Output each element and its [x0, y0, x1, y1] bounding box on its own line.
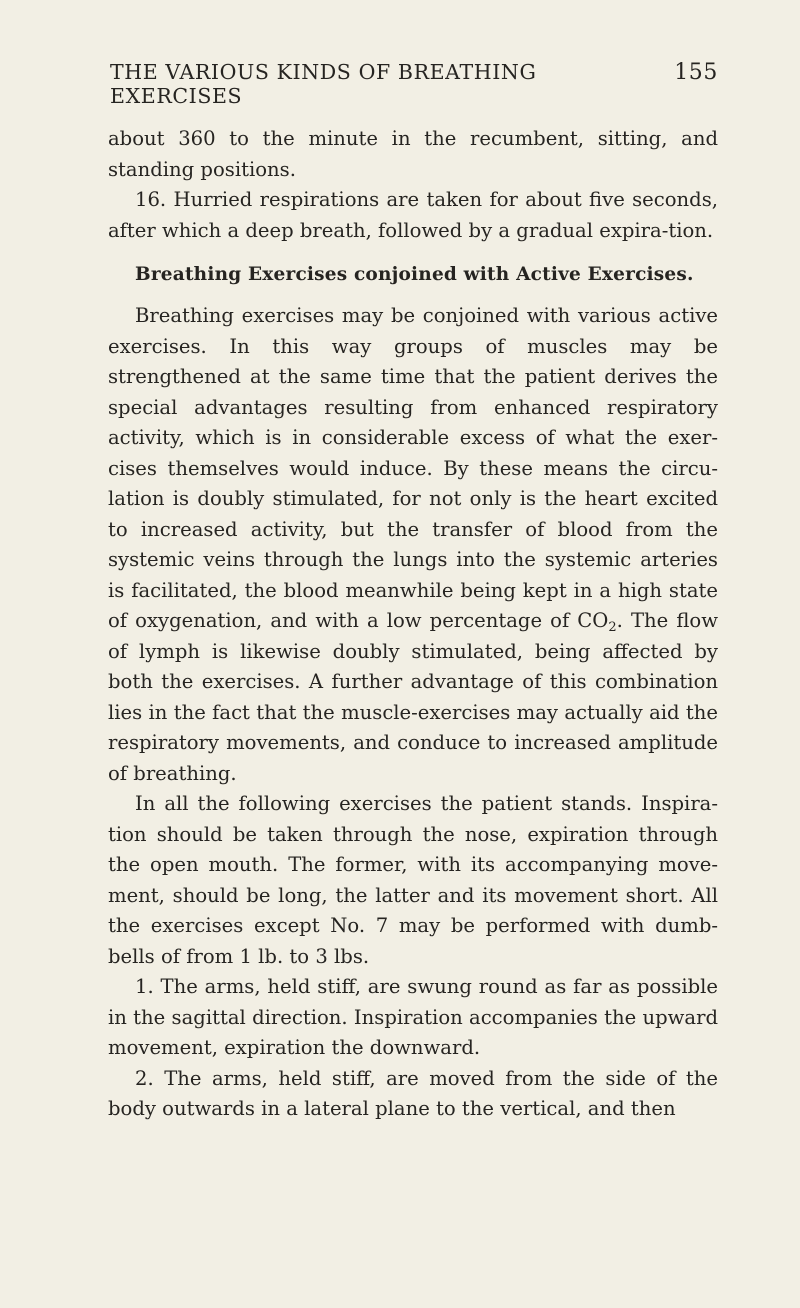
- paragraph-exercise-2: 2. The arms, held stiff, are moved from the side of the body outwards in a lateral plane to the vertical, and then: [108, 1066, 718, 1120]
- paragraph-intro: [108, 301, 718, 789]
- section-heading: Breathing Exercises conjoined with Active Exercises.: [135, 264, 694, 285]
- paragraph-exercise-1: 1. The arms, held stiff, are swung round as far as possible in the sagittal direction. Inspiration accompanies the upward movement, expiration the downward.: [108, 975, 718, 1059]
- paragraph-continuation: about 360 to the minute in the recumbent, sitting, and standing positions.: [108, 127, 718, 181]
- paragraph-exercise-16: 16. Hurried respirations are taken for about five seconds, after which a deep breath, followed by a gradual expira-tion.: [108, 188, 718, 242]
- subscript-two: 2: [608, 620, 617, 635]
- paragraph-instructions: In all the following exercises the patient stands. Inspira-tion should be taken through the nose, expiration through the open mouth. The former, with its accompanying move-ment, should be long, the latter and its movement short. All the exercises except No. 7 may be performed with dumb-bells of from 1 lb. to 3 lbs.: [108, 792, 718, 968]
- page-number: 155: [674, 60, 718, 85]
- paragraph-intro-text: Breathing exercises may be conjoined with various active exercises. In this way groups of muscles may be strengthened at the same time that the patient derives the special advantages resulting from enhanced respiratory activity, which is in considerable excess of what the exer-cises themselves would induce. By these means the circu-lation is doubly stimulated, for not only is the heart excited to increased activity, but the transfer of blood from the systemic veins through the lungs into the systemic arteries is facilitated, the blood meanwhile being kept in a high state of oxygenation, and with a low percentage of CO: [108, 304, 718, 632]
- running-title: THE VARIOUS KINDS OF BREATHING EXERCISES: [110, 60, 537, 108]
- running-head: [108, 60, 718, 108]
- paragraph-intro-text-cont: . The flow of lymph is likewise doubly stimulated, being affected by both the exercises. A further advantage of this combination lies in the fact that the muscle-exercises may actually aid the respiratory movements, and conduce to increased amplitude of breathing.: [108, 609, 718, 785]
